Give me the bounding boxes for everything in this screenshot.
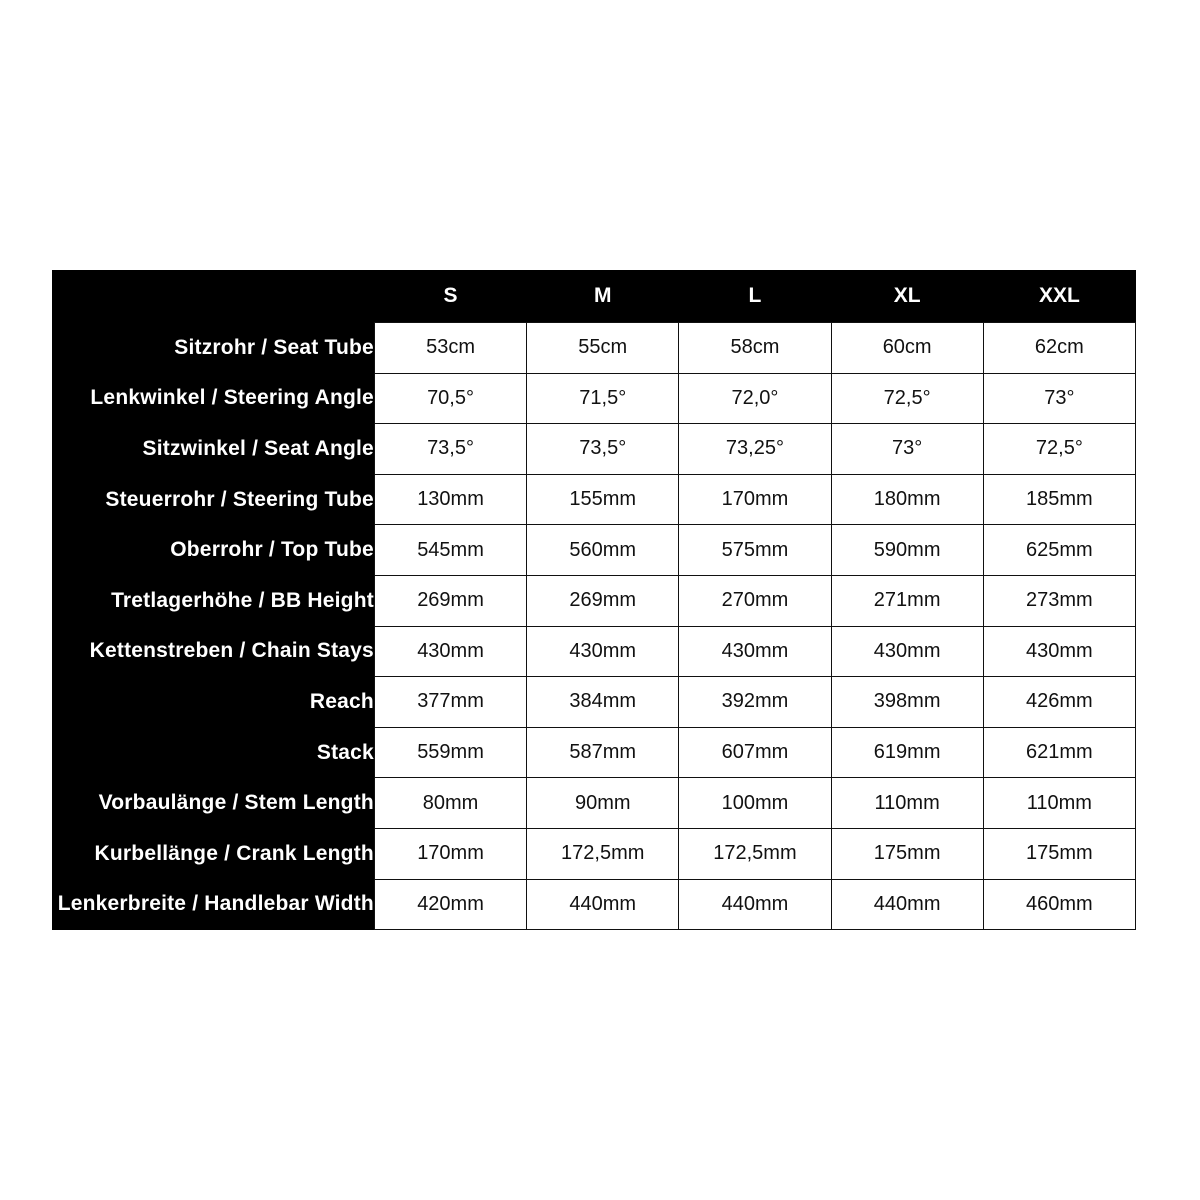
cell-value: 110mm [983,778,1135,829]
cell-value: 625mm [983,525,1135,576]
table-row [52,575,1136,626]
cell-value: 175mm [983,828,1135,879]
row-label: Kettenstreben / Chain Stays [52,626,374,677]
cell-value: 53cm [374,323,526,374]
column-header-label [52,270,374,323]
cell-value: 72,0° [679,373,831,424]
cell-value: 398mm [831,677,983,728]
cell-value: 269mm [527,575,679,626]
cell-value: 180mm [831,474,983,525]
cell-value: 460mm [983,879,1135,930]
cell-value: 430mm [831,626,983,677]
row-label: Reach [52,677,374,728]
cell-value: 430mm [983,626,1135,677]
cell-value: 590mm [831,525,983,576]
cell-value: 185mm [983,474,1135,525]
cell-value: 80mm [374,778,526,829]
cell-value: 560mm [527,525,679,576]
cell-value: 58cm [679,323,831,374]
row-label: Vorbaulänge / Stem Length [52,778,374,829]
cell-value: 175mm [831,828,983,879]
cell-value: 70,5° [374,373,526,424]
cell-value: 575mm [679,525,831,576]
cell-value: 377mm [374,677,526,728]
table-row [52,677,1136,728]
table-row [52,474,1136,525]
cell-value: 73° [831,424,983,475]
row-label: Kurbellänge / Crank Length [52,828,374,879]
column-header-size-l: L [679,270,831,323]
cell-value: 90mm [527,778,679,829]
cell-value: 587mm [527,727,679,778]
cell-value: 155mm [527,474,679,525]
cell-value: 72,5° [831,373,983,424]
cell-value: 430mm [374,626,526,677]
table-row [52,323,1136,374]
cell-value: 170mm [374,828,526,879]
cell-value: 440mm [831,879,983,930]
cell-value: 426mm [983,677,1135,728]
cell-value: 110mm [831,778,983,829]
cell-value: 73,25° [679,424,831,475]
cell-value: 607mm [679,727,831,778]
table-row [52,626,1136,677]
cell-value: 73,5° [374,424,526,475]
column-header-size-xl: XL [831,270,983,323]
cell-value: 440mm [527,879,679,930]
table-row [52,879,1136,930]
row-label: Sitzwinkel / Seat Angle [52,424,374,475]
row-label: Steuerrohr / Steering Tube [52,474,374,525]
cell-value: 619mm [831,727,983,778]
geometry-table [52,270,1136,930]
cell-value: 271mm [831,575,983,626]
cell-value: 545mm [374,525,526,576]
column-header-size-m: M [527,270,679,323]
cell-value: 392mm [679,677,831,728]
cell-value: 100mm [679,778,831,829]
cell-value: 170mm [679,474,831,525]
cell-value: 430mm [679,626,831,677]
table-row [52,727,1136,778]
cell-value: 269mm [374,575,526,626]
cell-value: 273mm [983,575,1135,626]
column-header-size-s: S [374,270,526,323]
cell-value: 72,5° [983,424,1135,475]
column-header-size-xxl: XXL [983,270,1135,323]
cell-value: 559mm [374,727,526,778]
row-label: Tretlagerhöhe / BB Height [52,575,374,626]
row-label: Lenkwinkel / Steering Angle [52,373,374,424]
cell-value: 73,5° [527,424,679,475]
cell-value: 440mm [679,879,831,930]
row-label: Stack [52,727,374,778]
table-row [52,525,1136,576]
cell-value: 420mm [374,879,526,930]
geometry-table-panel [52,270,1136,930]
cell-value: 62cm [983,323,1135,374]
cell-value: 55cm [527,323,679,374]
row-label: Lenkerbreite / Handlebar Width [52,879,374,930]
cell-value: 71,5° [527,373,679,424]
cell-value: 60cm [831,323,983,374]
cell-value: 430mm [527,626,679,677]
table-header-row [52,270,1136,323]
table-row [52,373,1136,424]
cell-value: 172,5mm [679,828,831,879]
table-row [52,778,1136,829]
cell-value: 384mm [527,677,679,728]
row-label: Oberrohr / Top Tube [52,525,374,576]
cell-value: 130mm [374,474,526,525]
cell-value: 270mm [679,575,831,626]
cell-value: 172,5mm [527,828,679,879]
cell-value: 621mm [983,727,1135,778]
cell-value: 73° [983,373,1135,424]
row-label: Sitzrohr / Seat Tube [52,323,374,374]
table-row [52,828,1136,879]
table-row [52,424,1136,475]
